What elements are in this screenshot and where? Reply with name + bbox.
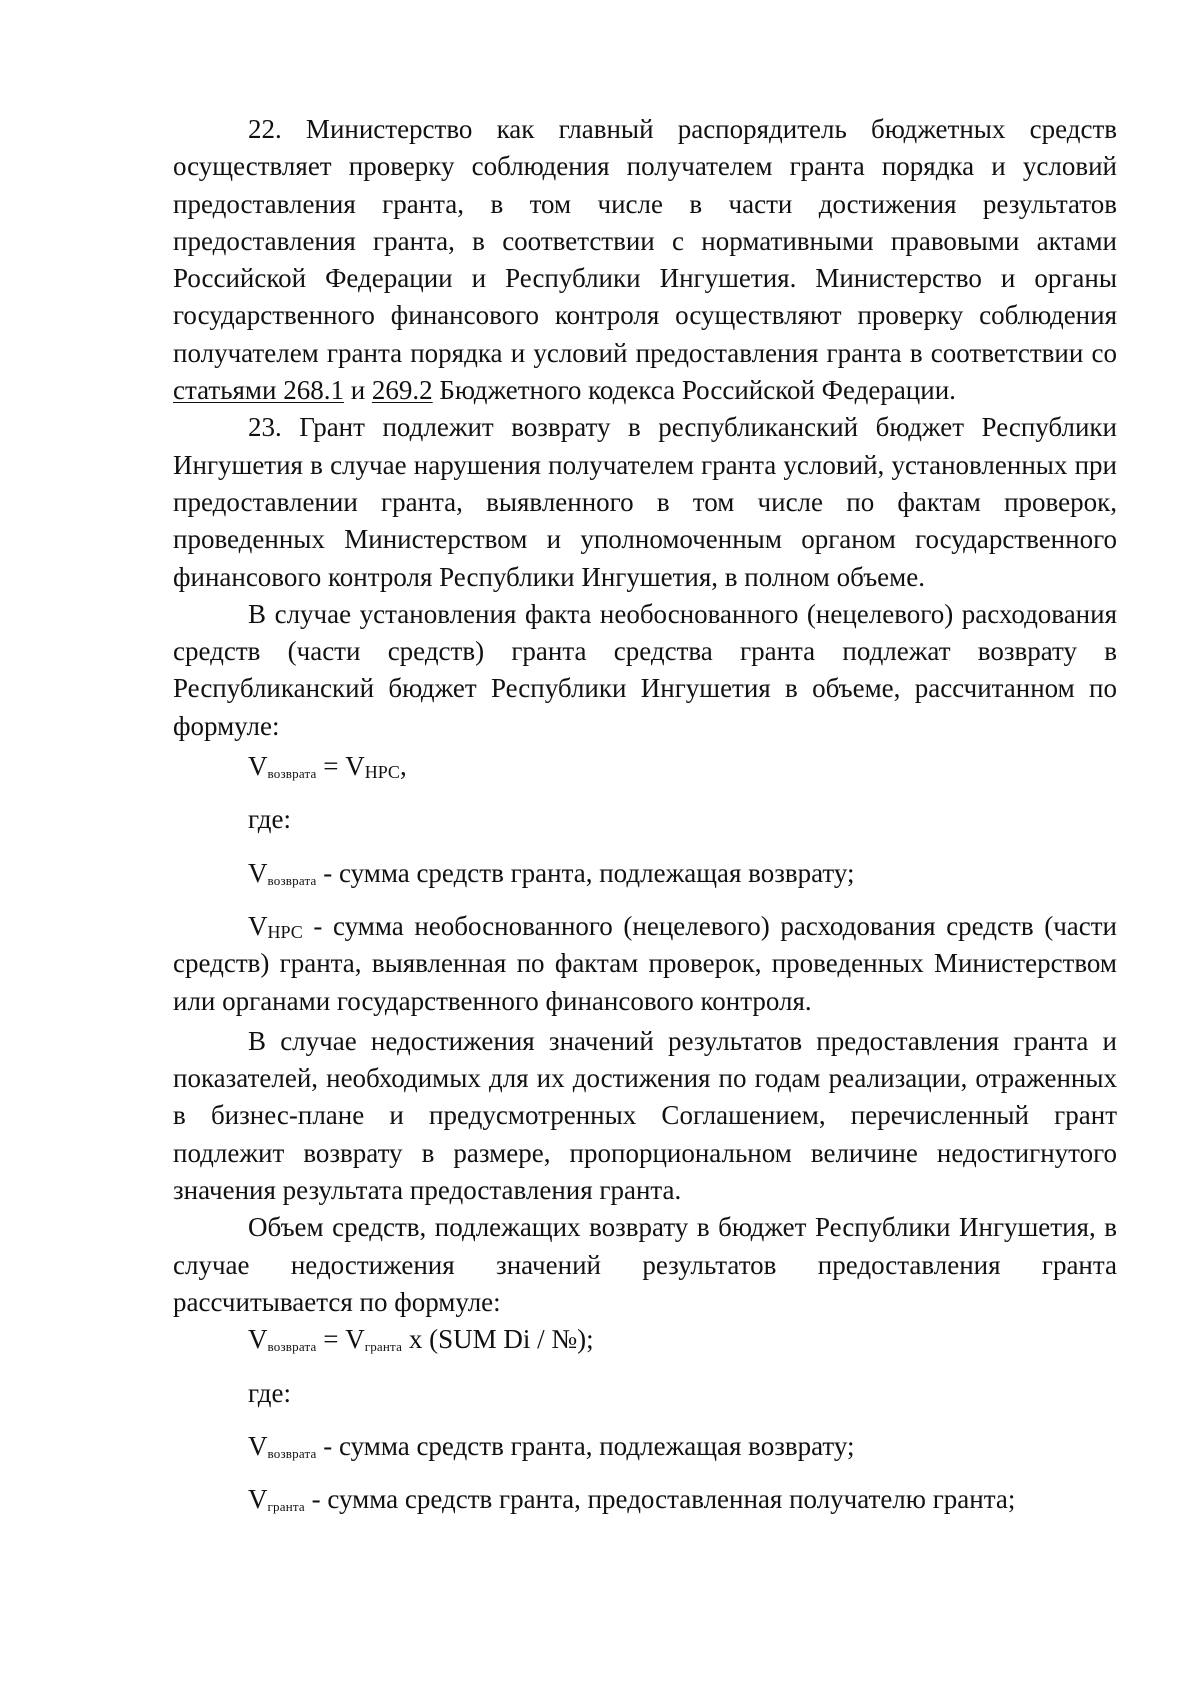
definition-v-grant-text: - сумма средств гранта, предоставленная получателю гранта; — [304, 1484, 1016, 1515]
definition-v-return-1-symbol: V — [248, 857, 268, 888]
definition-v-return-2-sub: возврата — [267, 1445, 317, 1461]
formula-misuse-v-return: V — [248, 751, 268, 782]
paragraph-22-text: 22. Министерство как главный распорядитель бюджетных средств осуществляет проверку соблюдения получателем гранта порядка и условий предоставления гранта, в том числе в части достижения результатов предоставления гранта, в соответствии с нормативными правовыми актами Российской Федерации и Республики Ингушетия. Министерство и органы государственного финансового контроля осуществляют проверку соблюдения получателем гранта порядка и условий предоставления гранта в соответствии со — [173, 114, 1117, 368]
definition-v-grant-symbol: V — [248, 1484, 268, 1515]
definition-v-return-1 — [173, 855, 1117, 892]
definition-v-grant — [173, 1481, 1117, 1518]
formula-misuse-sub-nrs: НРС — [364, 762, 400, 783]
definition-v-nrs-symbol: V — [248, 910, 268, 941]
formula-unmet-v-return: V — [248, 1324, 268, 1355]
paragraph-22-tail: Бюджетного кодекса Российской Федерации. — [432, 375, 956, 406]
definition-v-return-1-text: - сумма средств гранта, подлежащая возврату; — [316, 857, 855, 888]
paragraph-misuse-case: В случае установления факта необоснованного (нецелевого) расходования средств (части средств) гранта средства гранта подлежат возврату в Республиканский бюджет Республики Ингушетия в объеме, рассчитанном по формуле: — [173, 598, 1117, 741]
definition-v-return-2-symbol: V — [248, 1430, 268, 1461]
definition-v-grant-sub: гранта — [267, 1499, 305, 1515]
formula-unmet-v-grant: V — [345, 1324, 365, 1355]
paragraph-unmet-results: В случае недостижения значений результатов предоставления гранта и показателей, необходимых для их достижения по годам реализации, отраженных в бизнес-плане и предусмотренных Соглашением, перечисленный грант подлежит возврату в размере, пропорциональном величине недостигнутого значения результата предоставления гранта. — [173, 1025, 1117, 1206]
formula-misuse-equals: = — [316, 751, 346, 782]
definition-v-return-1-sub: возврата — [267, 872, 317, 888]
link-article-268-1[interactable]: статьями 268.1 — [173, 375, 344, 406]
definition-v-nrs — [173, 908, 1117, 1020]
paragraph-22 — [173, 111, 1117, 409]
definition-v-nrs-sub: НРС — [267, 921, 303, 942]
definition-v-return-2 — [173, 1428, 1117, 1465]
formula-unmet-sub-grant: гранта — [364, 1339, 403, 1355]
formula-unmet-sub-return: возврата — [267, 1339, 317, 1355]
formula-misuse — [173, 748, 1117, 785]
formula-misuse-end: , — [399, 751, 407, 782]
paragraph-return-volume: Объем средств, подлежащих возврату в бюджет Республики Ингушетия, в случае недостижения значений результатов предоставления гранта рассчитывается по формуле: — [173, 1212, 1117, 1317]
definition-v-nrs-text: - сумма необоснованного (нецелевого) расходования средств (части средств) гранта, выявленная по фактам проверок, проведенных Министерством или органами государственного финансового контроля. — [173, 910, 1117, 1016]
where-label-2: где: — [248, 1377, 291, 1408]
paragraph-23: 23. Грант подлежит возврату в республиканский бюджет Республики Ингушетия в случае нарушения получателем гранта условий, установленных при предоставлении гранта, выявленного в том числе по фактам проверок, проведенных Министерством и уполномоченным органом государственного финансового контроля Республики Ингушетия, в полном объеме. — [173, 412, 1117, 592]
document-page — [173, 111, 1117, 1518]
definition-v-return-2-text: - сумма средств гранта, подлежащая возврату; — [316, 1430, 855, 1461]
where-label-1: где: — [248, 804, 291, 835]
formula-unmet — [173, 1321, 1117, 1358]
paragraph-22-conjunction: и — [343, 375, 372, 406]
formula-misuse-sub-return: возврата — [267, 766, 317, 782]
formula-misuse-v-nrs: V — [345, 751, 365, 782]
formula-unmet-tail: x (SUM Di / №); — [402, 1324, 594, 1355]
link-article-269-2[interactable]: 269.2 — [371, 375, 433, 406]
formula-unmet-equals: = — [316, 1324, 346, 1355]
